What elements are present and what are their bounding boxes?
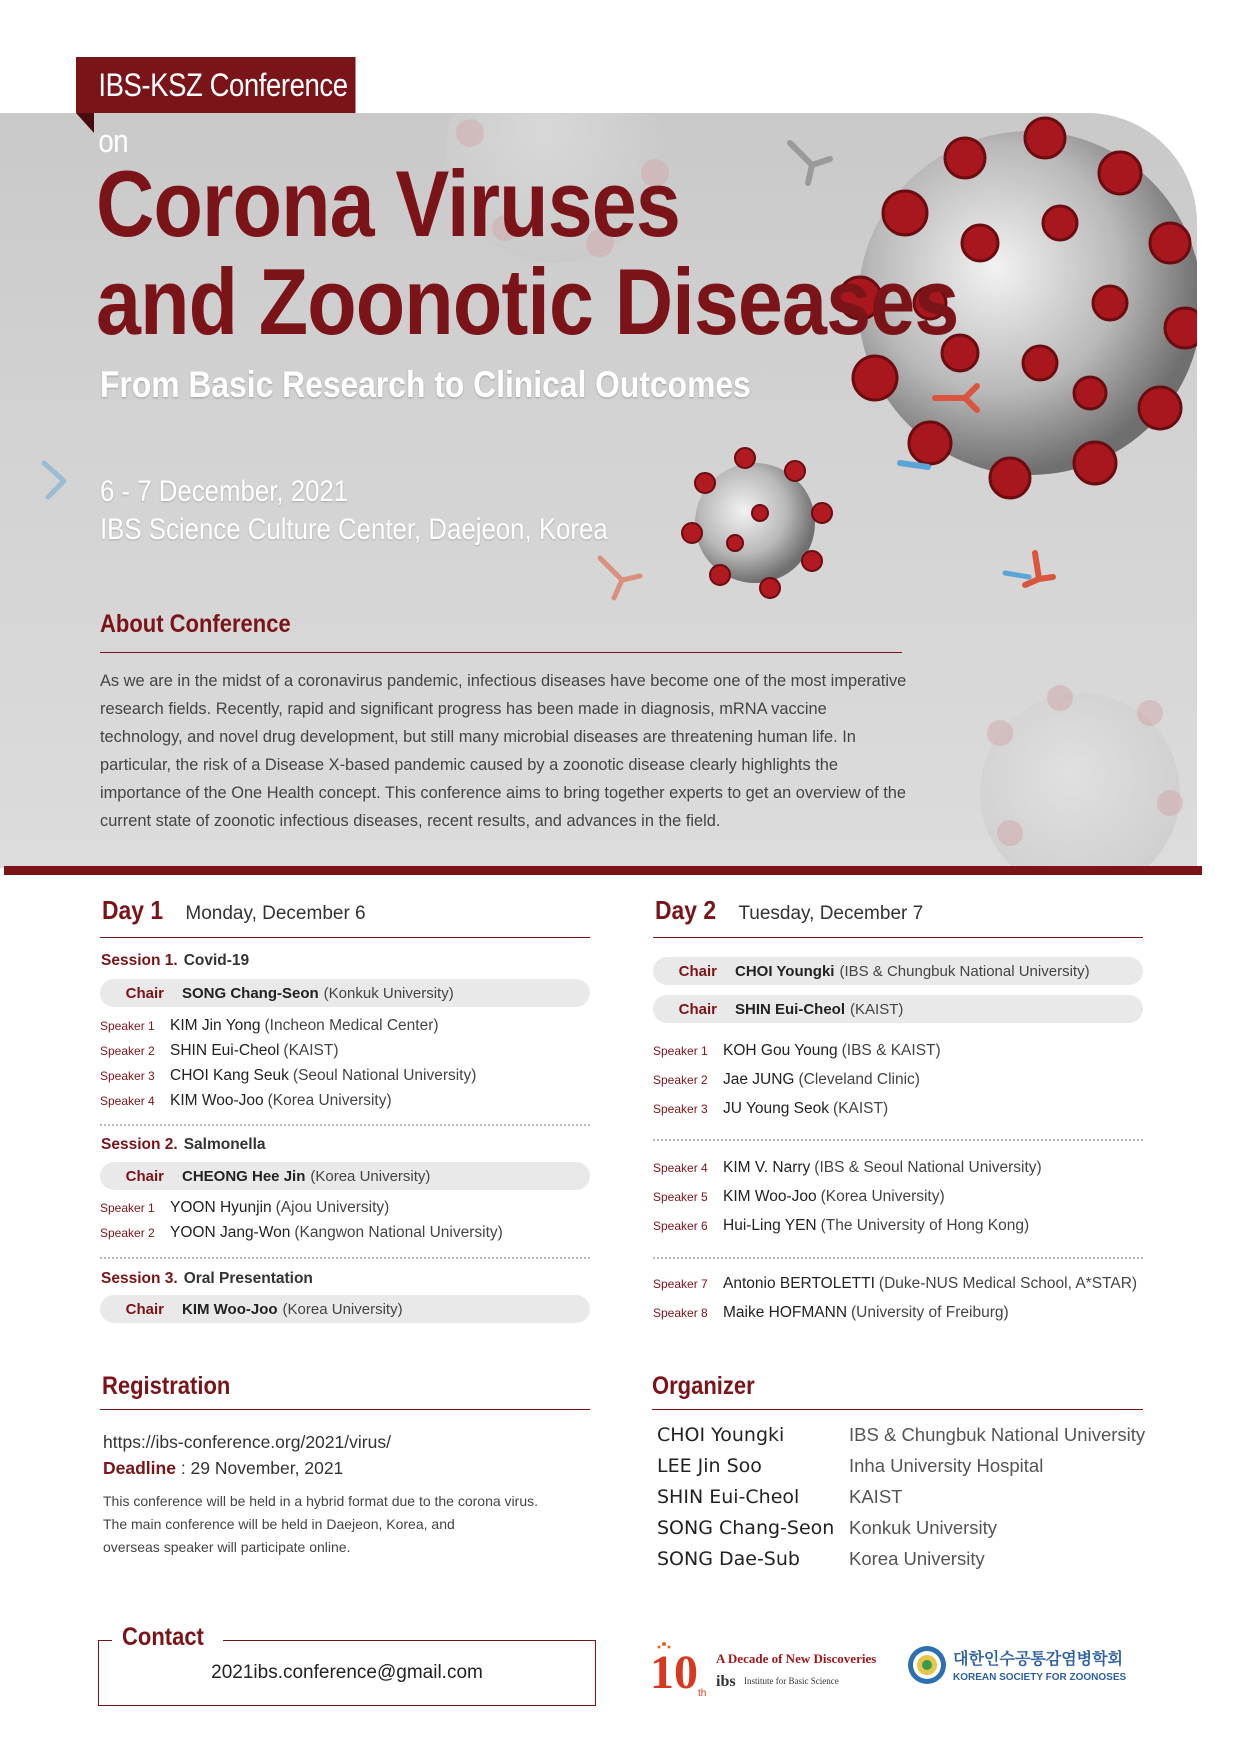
- chair-label: Chair: [678, 962, 717, 980]
- ibs-suffix: th: [698, 1688, 707, 1698]
- speaker-affiliation: (IBS & Seoul National University): [814, 1159, 1042, 1176]
- organizer-row: [657, 1486, 902, 1508]
- session-separator: [100, 1124, 590, 1126]
- organizer-affiliation: Inha University Hospital: [849, 1455, 1044, 1476]
- deadline-label: Deadline: [103, 1458, 176, 1478]
- speaker-affiliation: (Korea University): [267, 1092, 392, 1109]
- speaker-label: Speaker 7: [653, 1277, 708, 1291]
- speaker-label: Speaker 2: [100, 1226, 155, 1240]
- speaker-row: [100, 1224, 503, 1242]
- speaker-label: Speaker 1: [100, 1201, 155, 1215]
- chair-name: SHIN Eui-Cheol: [735, 1000, 846, 1018]
- speaker-label: Speaker 4: [653, 1161, 708, 1175]
- chair-label: Chair: [678, 1000, 717, 1018]
- speaker-name: KIM Woo-Joo: [723, 1188, 817, 1205]
- event-venue: IBS Science Culture Center, Daejeon, Korea: [100, 513, 608, 546]
- chair-label: Chair: [125, 1300, 164, 1318]
- speaker-name: SHIN Eui-Cheol: [170, 1042, 280, 1059]
- note-line: overseas speaker will participate online.: [103, 1539, 351, 1555]
- about-divider: [100, 652, 902, 653]
- speaker-label: Speaker 3: [653, 1102, 708, 1116]
- speaker-affiliation: (Korea University): [820, 1188, 945, 1205]
- session-3-name: Oral Presentation: [183, 1270, 313, 1287]
- chair-affiliation: (IBS & Chungbuk National University): [839, 962, 1090, 980]
- registration-note: [103, 1490, 573, 1559]
- speaker-row: [653, 1159, 1042, 1177]
- speaker-row: [653, 1042, 941, 1060]
- speaker-row: [653, 1188, 945, 1206]
- ksz-logo: [907, 1640, 1162, 1700]
- speaker-row: [653, 1275, 1137, 1293]
- organizer-name: CHOI Youngki: [657, 1424, 785, 1446]
- speaker-affiliation: (Duke-NUS Medical School, A*STAR): [878, 1275, 1138, 1292]
- organizer-title: Organizer: [652, 1372, 755, 1400]
- registration-title: Registration: [102, 1372, 231, 1400]
- speaker-name: KIM V. Narry: [723, 1159, 811, 1176]
- speaker-label: Speaker 6: [653, 1219, 708, 1233]
- speaker-name: Maike HOFMANN: [723, 1304, 848, 1321]
- speaker-affiliation: (KAIST): [833, 1100, 889, 1117]
- chair-affiliation: (Korea University): [282, 1300, 403, 1318]
- day2-chair-1: [653, 957, 1143, 985]
- session-1-title: [101, 952, 249, 970]
- session-2-title: [101, 1136, 266, 1154]
- organizer-name: LEE Jin Soo: [657, 1455, 762, 1477]
- tag-fold: [76, 113, 94, 133]
- session-3-title: [101, 1270, 313, 1288]
- speaker-affiliation: (Ajou University): [275, 1199, 390, 1216]
- note-line: This conference will be held in a hybrid format due to the corona virus.: [103, 1493, 539, 1509]
- speaker-name: YOON Hyunjin: [170, 1199, 272, 1216]
- speaker-label: Speaker 3: [100, 1069, 155, 1083]
- note-line: The main conference will be held in Daejeon, Korea, and: [103, 1516, 455, 1532]
- session-2-name: Salmonella: [183, 1136, 266, 1153]
- organizer-affiliation: Konkuk University: [849, 1517, 998, 1538]
- title-line-1: Corona Viruses: [96, 151, 681, 256]
- ksz-english: KOREAN SOCIETY FOR ZOONOSES: [953, 1672, 1127, 1683]
- day1-divider: [100, 937, 590, 938]
- speaker-name: Hui-Ling YEN: [723, 1217, 817, 1234]
- speaker-label: Speaker 2: [100, 1044, 155, 1058]
- speaker-affiliation: (Incheon Medical Center): [264, 1017, 439, 1034]
- speaker-label: Speaker 2: [653, 1073, 708, 1087]
- organizer-row: [657, 1517, 997, 1539]
- speaker-name: KOH Gou Young: [723, 1042, 838, 1059]
- registration-link[interactable]: https://ibs-conference.org/2021/virus/: [103, 1432, 391, 1452]
- speaker-row: [653, 1100, 888, 1118]
- speaker-name: Antonio BERTOLETTI: [723, 1275, 875, 1292]
- session-2-number: Session 2.: [101, 1136, 178, 1153]
- day1-header: [102, 895, 366, 926]
- group-separator: [653, 1139, 1143, 1141]
- ksz-emblem-icon: [908, 1646, 946, 1684]
- speaker-affiliation: (University of Freiburg): [851, 1304, 1009, 1321]
- speaker-name: KIM Woo-Joo: [170, 1092, 264, 1109]
- about-text: As we are in the midst of a coronavirus pandemic, infectious diseases have become one of the most imperative research fields. Recently, rapid and significant progress has been made in diagnosis, mRNA vaccine technology, and novel drug development, but still many microbial diseases are threatening human life. In particular, the risk of a Disease X-based pandemic caused by a zoonotic disease clearly highlights the importance of the One Health concept. This conference aims to bring together experts to get an overview of the current state of zoonotic infectious diseases, recent results, and advances in the field.: [100, 672, 907, 830]
- contact-title-text: Contact: [122, 1623, 204, 1651]
- session-3-number: Session 3.: [101, 1270, 178, 1287]
- speaker-row: [100, 1092, 392, 1110]
- speaker-name: CHOI Kang Seuk: [170, 1067, 289, 1084]
- ksz-korean: 대한인수공통감염병학회: [953, 1649, 1124, 1668]
- organizer-row: [657, 1424, 1145, 1446]
- page-title: [96, 151, 959, 354]
- day1-date: Monday, December 6: [185, 903, 366, 924]
- speaker-affiliation: (Cleveland Clinic): [798, 1071, 920, 1088]
- chair-name: CHEONG Hee Jin: [182, 1167, 306, 1185]
- contact-title: [112, 1623, 223, 1652]
- day2-label: Day 2: [655, 895, 717, 925]
- speaker-row: [100, 1042, 339, 1060]
- session-1-chair: [100, 979, 590, 1007]
- registration-deadline: [103, 1458, 343, 1479]
- ibs-number: 10: [650, 1646, 698, 1698]
- speaker-label: Speaker 4: [100, 1094, 155, 1108]
- subtitle: From Basic Research to Clinical Outcomes: [100, 364, 751, 405]
- speaker-row: [653, 1071, 920, 1089]
- day2-header: [655, 895, 923, 926]
- event-date: 6 - 7 December, 2021: [100, 475, 349, 508]
- chair-label: Chair: [125, 984, 164, 1002]
- ibs-name: Institute for Basic Science: [744, 1676, 839, 1686]
- day2-divider: [653, 937, 1143, 938]
- chair-name: KIM Woo-Joo: [182, 1300, 278, 1318]
- session-1-number: Session 1.: [101, 952, 178, 969]
- speaker-name: YOON Jang-Won: [170, 1224, 291, 1241]
- day2-date: Tuesday, December 7: [738, 903, 924, 924]
- speaker-affiliation: (Kangwon National University): [294, 1224, 503, 1241]
- organizer-row: [657, 1455, 1043, 1477]
- ibs-mark: ibs: [716, 1673, 736, 1690]
- organizer-name: SHIN Eui-Cheol: [657, 1486, 800, 1508]
- session-separator: [100, 1257, 590, 1259]
- speaker-affiliation: (KAIST): [283, 1042, 339, 1059]
- chair-name: SONG Chang-Seon: [182, 984, 319, 1002]
- speaker-affiliation: (Seoul National University): [292, 1067, 477, 1084]
- organizer-divider: [652, 1409, 1143, 1410]
- speaker-row: [100, 1017, 439, 1035]
- ibs-10th-anniversary-logo: [650, 1638, 890, 1698]
- deadline-value: : 29 November, 2021: [175, 1458, 344, 1478]
- speaker-name: JU Young Seok: [723, 1100, 830, 1117]
- chair-affiliation: (Korea University): [310, 1167, 431, 1185]
- conference-tag: IBS-KSZ Conference on: [76, 57, 356, 113]
- chair-name: CHOI Youngki: [735, 962, 835, 980]
- speaker-row: [100, 1199, 389, 1217]
- chair-label: Chair: [125, 1167, 164, 1185]
- speaker-affiliation: (The University of Hong Kong): [820, 1217, 1030, 1234]
- speaker-label: Speaker 5: [653, 1190, 708, 1204]
- speaker-name: KIM Jin Yong: [170, 1017, 261, 1034]
- ibs-tagline: A Decade of New Discoveries: [716, 1651, 877, 1666]
- contact-email[interactable]: 2021ibs.conference@gmail.com: [211, 1662, 483, 1683]
- group-separator: [653, 1257, 1143, 1259]
- speaker-row: [653, 1304, 1009, 1322]
- organizer-name: SONG Chang-Seon: [657, 1517, 835, 1539]
- about-title: About Conference: [100, 610, 291, 638]
- chair-affiliation: (Konkuk University): [323, 984, 454, 1002]
- speaker-row: [653, 1217, 1029, 1235]
- day1-label: Day 1: [102, 895, 164, 925]
- organizer-affiliation: KAIST: [849, 1486, 903, 1507]
- speaker-name: Jae JUNG: [723, 1071, 795, 1088]
- hero-bottom-bar: [4, 866, 1202, 875]
- session-2-chair: [100, 1162, 590, 1190]
- organizer-affiliation: IBS & Chungbuk National University: [849, 1424, 1146, 1445]
- registration-divider: [100, 1409, 590, 1410]
- chair-affiliation: (KAIST): [850, 1000, 904, 1018]
- day2-chair-2: [653, 995, 1143, 1023]
- speaker-label: Speaker 1: [100, 1019, 155, 1033]
- organizer-name: SONG Dae-Sub: [657, 1548, 800, 1570]
- speaker-row: [100, 1067, 476, 1085]
- title-line-2: and Zoonotic Diseases: [96, 249, 959, 354]
- session-1-name: Covid-19: [183, 952, 250, 969]
- session-3-chair: [100, 1295, 590, 1323]
- speaker-label: Speaker 1: [653, 1044, 708, 1058]
- organizer-row: [657, 1548, 985, 1570]
- speaker-affiliation: (IBS & KAIST): [841, 1042, 941, 1059]
- speaker-label: Speaker 8: [653, 1306, 708, 1320]
- organizer-affiliation: Korea University: [849, 1548, 985, 1569]
